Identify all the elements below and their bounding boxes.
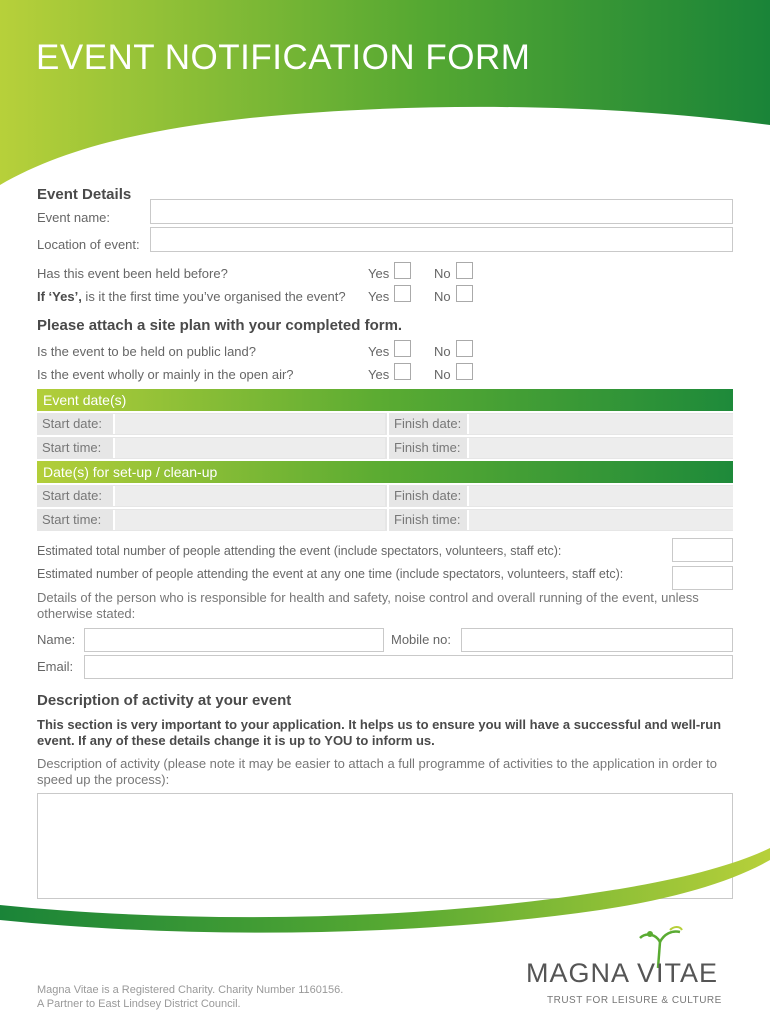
location-label: Location of event:	[37, 237, 140, 252]
finish-time-input[interactable]	[467, 438, 733, 458]
charity-line: Magna Vitae is a Registered Charity. Charity Number 1160156.	[37, 984, 344, 996]
first-time-question	[37, 289, 346, 304]
setup-dates-row-date	[37, 485, 733, 507]
setup-dates-bar: Date(s) for set-up / clean-up	[37, 461, 733, 483]
start-date-label: Start date:	[42, 416, 102, 431]
total-attendance-input[interactable]	[672, 538, 733, 562]
held-before-question: Has this event been held before?	[37, 266, 228, 281]
held-before-yes-label: Yes	[368, 266, 390, 281]
partner-line: A Partner to East Lindsey District Council.	[37, 998, 241, 1010]
open-air-question: Is the event wholly or mainly in the open air?	[37, 367, 294, 382]
open-air-yes-checkbox[interactable]	[394, 363, 411, 380]
public-land-no-checkbox[interactable]	[456, 340, 473, 357]
public-land-yes-label: Yes	[368, 344, 390, 359]
first-time-text: is it the first time you’ve organised the event?	[81, 289, 346, 304]
setup-start-date-input[interactable]	[113, 486, 385, 506]
open-air-yes-label: Yes	[368, 367, 390, 382]
event-details-heading: Event Details	[37, 186, 132, 203]
important-notice: This section is very important to your application. It helps us to ensure you will have a successful and well-run event. If any of these details change it is up to YOU to inform us.	[37, 717, 722, 748]
held-before-no-checkbox[interactable]	[456, 262, 473, 279]
finish-time-label: Finish time:	[387, 437, 467, 459]
footer-note	[37, 983, 343, 1011]
setup-finish-time-label: Finish time:	[387, 509, 467, 531]
mobile-label: Mobile no:	[391, 632, 451, 647]
setup-finish-time-input[interactable]	[467, 510, 733, 530]
finish-date-label: Finish date:	[387, 413, 467, 435]
first-time-prefix: If ‘Yes’,	[37, 289, 82, 304]
first-time-yes-checkbox[interactable]	[394, 285, 411, 302]
event-dates-row-time	[37, 437, 733, 459]
setup-dates-row-time	[37, 509, 733, 531]
total-attendance-label: Estimated total number of people attending the event (include spectators, volunteers, staff etc):	[37, 544, 562, 558]
start-time-input[interactable]	[113, 438, 385, 458]
public-land-question: Is the event to be held on public land?	[37, 344, 256, 359]
event-dates-bar: Event date(s)	[37, 389, 733, 411]
open-air-no-checkbox[interactable]	[456, 363, 473, 380]
responsible-person-text: Details of the person who is responsible for health and safety, noise control and overall running of the event, unless otherwise stated:	[37, 590, 699, 621]
setup-start-time-input[interactable]	[113, 510, 385, 530]
description-instruction: Description of activity (please note it may be easier to attach a full programme of activities to the application in order to speed up the process):	[37, 756, 717, 787]
public-land-yes-checkbox[interactable]	[394, 340, 411, 357]
first-time-no-label: No	[434, 289, 451, 304]
first-time-yes-label: Yes	[368, 289, 390, 304]
peak-attendance-input[interactable]	[672, 566, 733, 590]
logo-tagline: TRUST FOR LEISURE & CULTURE	[547, 995, 722, 1006]
setup-finish-date-input[interactable]	[467, 486, 733, 506]
public-land-no-label: No	[434, 344, 451, 359]
email-input[interactable]	[84, 655, 733, 679]
header-banner	[0, 0, 770, 190]
description-heading: Description of activity at your event	[37, 692, 292, 709]
page-title: EVENT NOTIFICATION FORM	[36, 38, 531, 77]
peak-attendance-label: Estimated number of people attending the event at any one time (include spectators, volunteers, staff etc):	[37, 567, 624, 581]
first-time-no-checkbox[interactable]	[456, 285, 473, 302]
start-date-input[interactable]	[113, 414, 385, 434]
name-input[interactable]	[84, 628, 384, 652]
held-before-yes-checkbox[interactable]	[394, 262, 411, 279]
setup-start-time-label: Start time:	[42, 512, 102, 527]
site-plan-heading: Please attach a site plan with your completed form.	[37, 317, 403, 334]
start-time-label: Start time:	[42, 440, 102, 455]
finish-date-input[interactable]	[467, 414, 733, 434]
logo-name: MAGNA VITAE	[526, 958, 719, 988]
held-before-no-label: No	[434, 266, 451, 281]
mobile-input[interactable]	[461, 628, 733, 652]
event-name-label: Event name:	[37, 210, 110, 225]
location-input[interactable]	[150, 227, 733, 252]
setup-start-date-label: Start date:	[42, 488, 102, 503]
event-dates-row-date	[37, 413, 733, 435]
email-label: Email:	[37, 659, 74, 674]
open-air-no-label: No	[434, 367, 451, 382]
setup-finish-date-label: Finish date:	[387, 485, 467, 507]
event-name-input[interactable]	[150, 199, 733, 224]
name-label: Name:	[37, 632, 76, 647]
